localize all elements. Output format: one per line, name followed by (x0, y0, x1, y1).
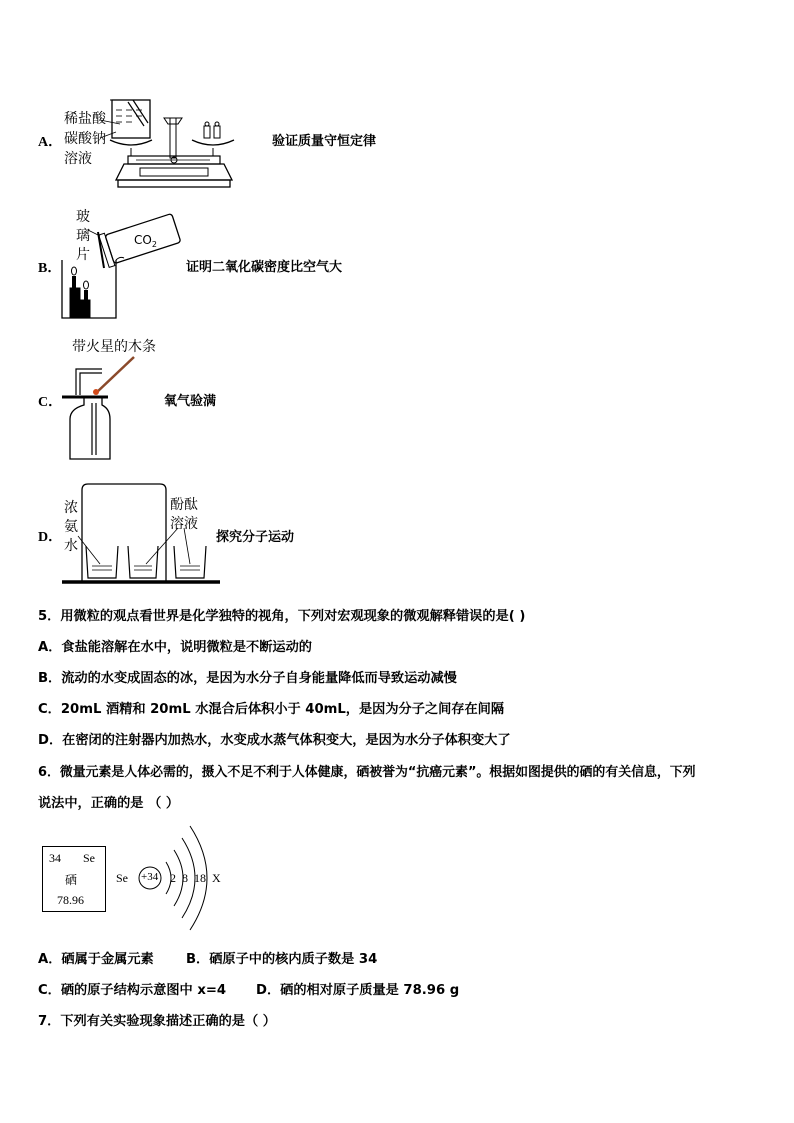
label-ammonia-2: 氨 (64, 519, 78, 535)
label-ammonia-1: 浓 (64, 500, 78, 516)
label-solution: 溶液 (64, 151, 92, 167)
element-name: 硒 (65, 873, 78, 887)
label-ammonia-3: 水 (64, 538, 78, 554)
label-sodium-carbonate: 碳酸钠 (64, 131, 106, 147)
question-stem-line2: 说法中，正确的是 （ ） (38, 796, 180, 811)
co2-label: $CO_2$ (134, 233, 157, 249)
oxygen-test-diagram (62, 355, 152, 465)
label-glowing-splint: 带火星的木条 (72, 339, 156, 355)
caption-d: 探究分子运动 (216, 530, 295, 545)
caption-b: 证明二氧化碳密度比空气大 (186, 260, 343, 275)
balance-diagram (100, 96, 245, 192)
caption-a: 验证质量守恒定律 (272, 134, 377, 149)
question-stem-line1: 6．微量元素是人体必需的，摄入不足不利于人体健康，硒被誉为“抗癌元素”。根据如图提供的硒的有关信息，下列 (38, 765, 696, 780)
option-c: C．20mL 酒精和 20mL 水混合后体积小于 40mL，是因为分子之间存在间隔 (38, 702, 505, 717)
element-symbol: Se (83, 851, 95, 865)
structure-symbol: Se (116, 871, 128, 885)
label-phenolphthalein-2: 溶液 (170, 516, 198, 532)
option-c: C．硒的原子结构示意图中 x=4 (38, 983, 227, 998)
label-glass-3: 片 (76, 247, 90, 263)
option-letter: C． (38, 395, 63, 410)
question-7-stem: 7．下列有关实验现象描述正确的是（ ） (38, 1014, 276, 1029)
atomic-mass: 78.96 (57, 893, 84, 907)
question-stem: 5．用微粒的观点看世界是化学独特的视角，下列对宏观现象的微观解释错误的是( ) (38, 609, 526, 624)
label-dilute-hcl: 稀盐酸 (64, 111, 106, 127)
option-b: B．硒原子中的核内质子数是 34 (186, 952, 378, 967)
caption-c: 氧气验满 (164, 394, 217, 409)
molecule-motion-diagram (60, 480, 220, 588)
option-b: B．流动的水变成固态的冰，是因为水分子自身能量降低而导致运动减慢 (38, 671, 457, 686)
option-letter: B． (38, 261, 62, 276)
option-d: D．硒的相对原子质量是 78.96 g (256, 983, 460, 998)
option-d: D．在密闭的注射器内加热水，水变成水蒸气体积变大，是因为水分子体积变大了 (38, 733, 511, 748)
option-a: A．硒属于金属元素 (38, 952, 154, 967)
nucleus-charge: +34 (141, 871, 159, 883)
atomic-number: 34 (49, 851, 61, 865)
shell-electrons: 2 8 18 X (170, 871, 221, 885)
label-glass-1: 玻 (76, 209, 90, 225)
label-glass-2: 璃 (76, 228, 90, 244)
co2-pour-diagram (58, 210, 188, 322)
label-phenolphthalein-1: 酚酞 (170, 497, 198, 513)
option-letter: A． (38, 135, 63, 150)
option-letter: D． (38, 530, 63, 545)
element-card (42, 846, 106, 912)
option-a: A．食盐能溶解在水中，说明微粒是不断运动的 (38, 640, 312, 655)
